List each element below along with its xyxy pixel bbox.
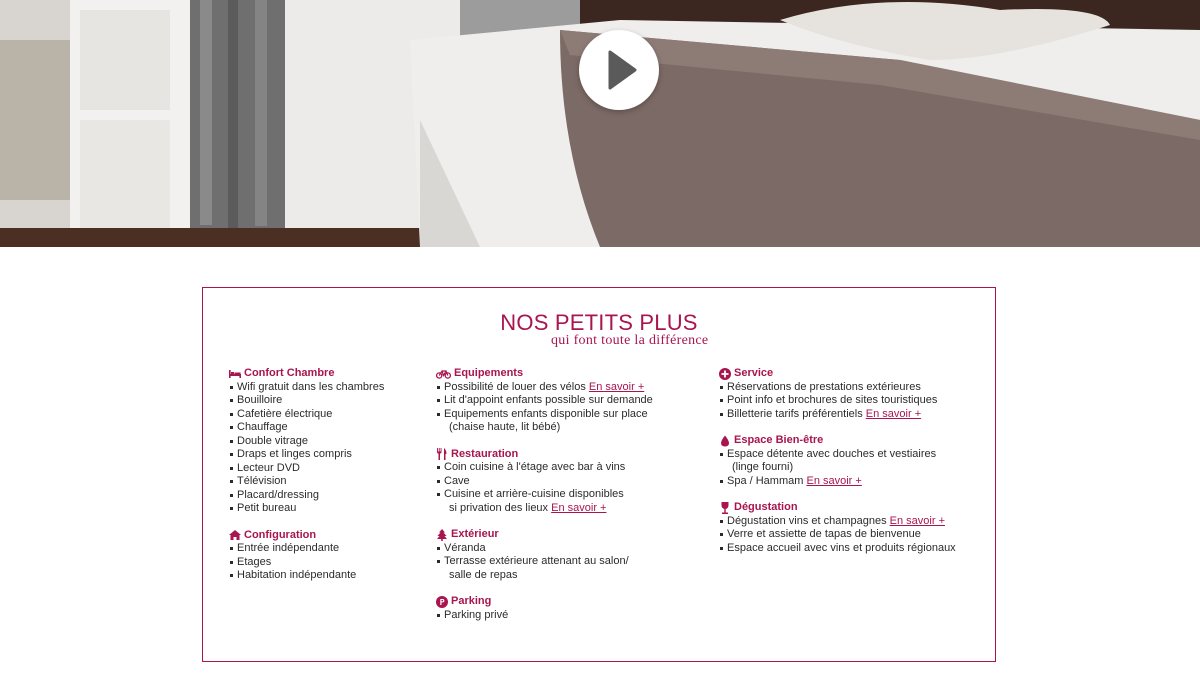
en-savoir-plus-link[interactable]: En savoir +: [865, 407, 922, 420]
section-title: Dégustation: [734, 501, 798, 513]
list-item: Point info et brochures de sites touristiques: [719, 394, 979, 408]
list-item: Parking privé: [436, 609, 691, 623]
box-subtitle: qui font toute la différence: [551, 333, 709, 348]
section-title: Confort Chambre: [244, 367, 335, 379]
section-title: Extérieur: [451, 528, 499, 540]
section-service: [719, 367, 979, 421]
list-item: Etages: [229, 556, 419, 570]
list-item: Possibilité de louer des vélos En savoir +: [436, 381, 691, 395]
section-equipements: [436, 367, 691, 435]
list-item-continuation: si privation des lieux En savoir +: [449, 501, 607, 514]
hero-image: [0, 0, 1200, 247]
list-item: Wifi gratuit dans les chambres: [229, 381, 419, 395]
item-list: [719, 515, 979, 556]
plus-circle-icon: [719, 368, 731, 380]
list-item: Verre et assiette de tapas de bienvenue: [719, 528, 979, 542]
section-configuration: [229, 529, 419, 583]
section-header: [719, 367, 979, 381]
section-exterieur: [436, 528, 691, 582]
list-item: Habitation indépendante: [229, 569, 419, 583]
en-savoir-plus-link[interactable]: En savoir +: [551, 501, 607, 514]
list-item: Billetterie tarifs préférentiels En savoir +: [719, 408, 979, 422]
section-title: Equipements: [454, 367, 524, 379]
list-item: Dégustation vins et champagnes En savoir +: [719, 515, 979, 529]
item-list: [436, 609, 691, 623]
section-parking: [436, 595, 691, 622]
column-1: [229, 367, 419, 596]
play-icon: [579, 30, 659, 110]
drop-icon: [719, 435, 731, 447]
bicycle-icon: [436, 368, 451, 380]
section-degustation: [719, 501, 979, 555]
list-item-continuation: (linge fourni): [732, 461, 794, 473]
section-title: Restauration: [451, 447, 519, 460]
list-item: Espace accueil avec vins et produits régionaux: [719, 542, 979, 556]
bed-icon: [229, 368, 241, 380]
section-header: [436, 448, 691, 462]
list-item: Espace détente avec douches et vestiaires: [719, 448, 979, 462]
list-item: Télévision: [229, 475, 419, 489]
item-list: [229, 542, 419, 583]
item-list: [719, 381, 979, 422]
list-item: Cave: [436, 475, 691, 489]
list-item: Spa / Hammam En savoir +: [719, 475, 979, 489]
section-confort-chambre: [229, 367, 419, 516]
petits-plus-box: [202, 287, 996, 662]
list-item: Petit bureau: [229, 502, 419, 516]
item-list: [229, 381, 419, 516]
section-title: Configuration: [244, 528, 317, 541]
section-header: [436, 367, 691, 381]
tree-icon: [436, 529, 448, 541]
box-title: NOS PETITS PLUS: [500, 310, 698, 335]
list-item: Entrée indépendante: [229, 542, 419, 556]
list-item: Cafetière électrique: [229, 408, 419, 422]
section-header: [719, 434, 979, 448]
list-item: Lit d'appoint enfants possible sur demande: [436, 394, 691, 408]
en-savoir-plus-link[interactable]: En savoir +: [889, 514, 946, 527]
list-item: Coin cuisine à l'étage avec bar à vins: [436, 461, 691, 475]
list-item-continuation: salle de repas: [449, 568, 518, 581]
list-item: Terrasse extérieure attenant au salon/: [436, 555, 691, 569]
section-header: [436, 595, 691, 609]
list-item: Equipements enfants disponible sur place: [436, 408, 691, 422]
list-item: Bouilloire: [229, 394, 419, 408]
section-title: Parking: [451, 595, 492, 607]
section-restauration: [436, 448, 691, 516]
section-header: [436, 528, 691, 542]
list-item: Véranda: [436, 542, 691, 556]
item-list: [436, 461, 691, 515]
en-savoir-plus-link[interactable]: En savoir +: [588, 380, 645, 393]
home-icon: [229, 529, 241, 541]
list-item: Chauffage: [229, 421, 419, 435]
section-header: [719, 501, 979, 515]
play-video-button[interactable]: [579, 30, 659, 110]
parking-icon: [436, 596, 448, 608]
cutlery-icon: [436, 448, 448, 460]
item-list: [436, 381, 691, 435]
list-item: Draps et linges compris: [229, 448, 419, 462]
list-item: Lecteur DVD: [229, 462, 419, 476]
list-item: Placard/dressing: [229, 489, 419, 503]
section-title: Espace Bien-être: [734, 434, 824, 446]
list-item: Réservations de prestations extérieures: [719, 381, 979, 395]
item-list: [436, 542, 691, 583]
item-list: [719, 448, 979, 489]
column-3: [719, 367, 979, 568]
list-item: Double vitrage: [229, 435, 419, 449]
en-savoir-plus-link[interactable]: En savoir +: [806, 474, 862, 487]
wine-glass-icon: [719, 502, 731, 514]
section-header: [229, 367, 419, 381]
column-2: [436, 367, 691, 635]
list-item: Cuisine et arrière-cuisine disponibles: [436, 488, 691, 502]
section-title: Service: [734, 367, 774, 379]
section-espace-bien-etre: [719, 434, 979, 488]
section-header: [229, 529, 419, 543]
list-item-continuation: (chaise haute, lit bébé): [449, 421, 561, 433]
